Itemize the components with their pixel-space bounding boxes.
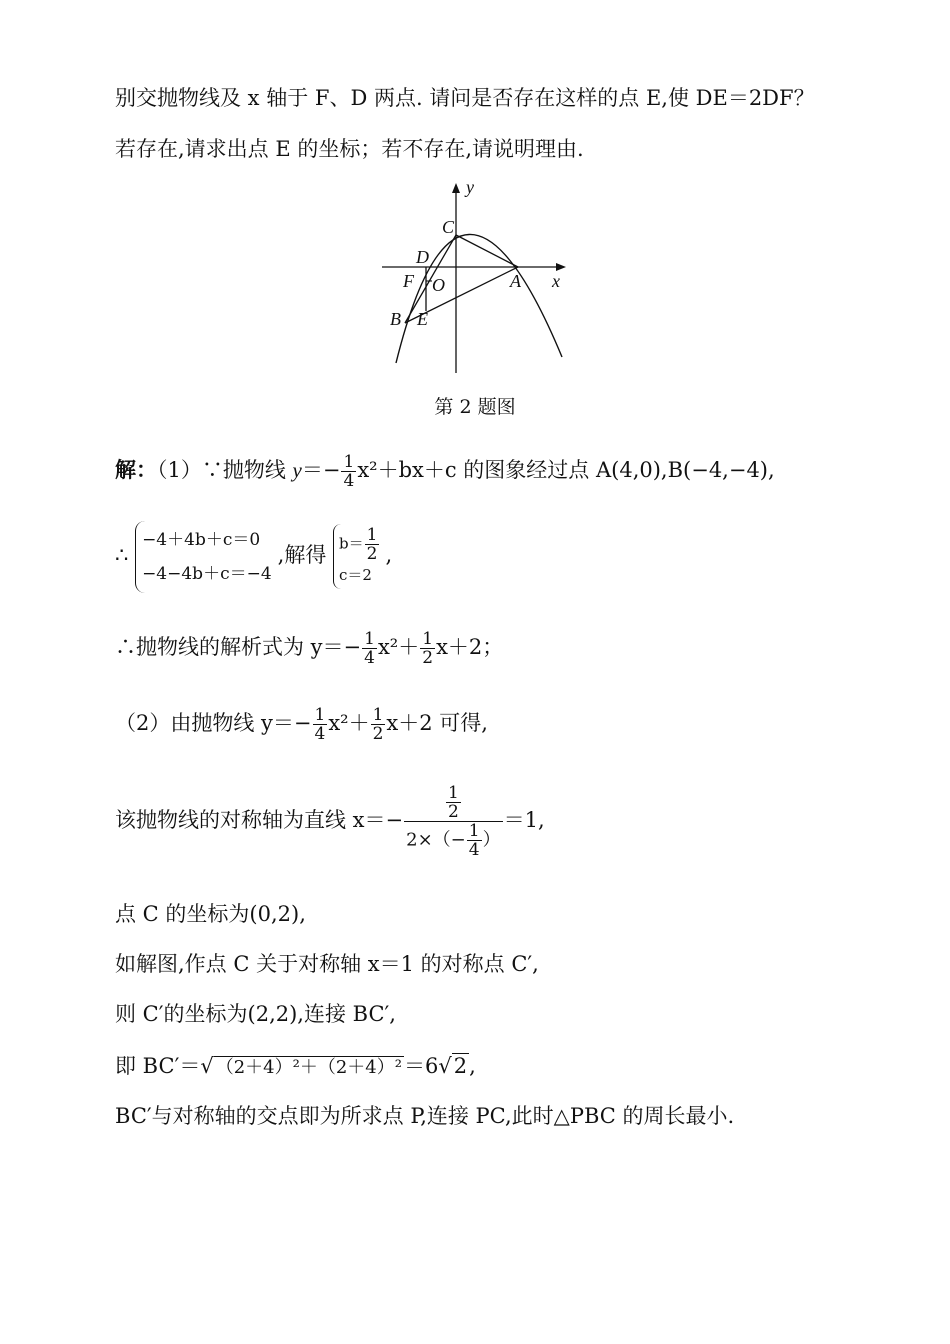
label-C: C <box>442 217 455 237</box>
intro-line-1: 别交抛物线及 x 轴于 F、D 两点. 请问是否存在这样的点 E,使 DE＝2DF？ <box>115 86 815 110</box>
fraction-one-quarter: $\frac{1}{4}$ <box>468 821 480 860</box>
sqrt-content: （2＋4）²＋（2＋4）² <box>215 1057 402 1078</box>
c-coordinate-line: 点 C 的坐标为(0,2), <box>115 902 306 926</box>
parabola-figure <box>370 175 580 380</box>
label-F: F <box>403 271 414 291</box>
p1-rest: x²＋bx＋c 的图象经过点 A(4,0),B(−4,−4), <box>357 458 775 482</box>
system-comma: , <box>385 543 393 567</box>
cprime-line: 则 C′的坐标为(2,2),连接 BC′, <box>115 1002 396 1026</box>
axis-of-symmetry-line: 该抛物线的对称轴为直线 x＝− $\frac{1}{2}$ 2×（− $\frac{1}{4}$ ） ＝1, <box>115 783 545 860</box>
p1-prefix: （1）∵抛物线 <box>157 458 293 482</box>
solution-c: c＝2 <box>339 566 372 584</box>
x-axis-arrow <box>556 263 566 271</box>
fraction-one-half: $\frac{1}{2}$ <box>366 525 378 564</box>
figure-caption: 第 2 题图 <box>434 396 516 418</box>
axis-fraction: $\frac{1}{2}$ 2×（− $\frac{1}{4}$ ） <box>406 783 501 860</box>
label-x: x <box>552 271 560 291</box>
fraction-one-quarter: $\frac{1}{4}$ <box>343 452 355 491</box>
fraction-one-quarter: $\frac{1}{4}$ <box>314 705 326 744</box>
label-B: B <box>390 309 401 329</box>
label-y: y <box>466 177 474 197</box>
therefore-symbol: ∴ <box>115 543 129 567</box>
solution-system-line <box>115 520 392 593</box>
solution-system: b＝ $\frac{1}{2}$ c＝2 <box>333 524 385 589</box>
sqrt-sign: √ <box>200 1054 214 1078</box>
fraction-one-half: $\frac{1}{2}$ <box>422 629 434 668</box>
solution-line-1 <box>115 453 775 490</box>
label-D: D <box>416 247 429 267</box>
intro-line-2: 若存在,请求出点 E 的坐标；若不存在,请说明理由. <box>115 137 584 161</box>
equation-a: −4＋4b＋c＝0 <box>142 529 261 550</box>
solution-line-3: ∴抛物线的解析式为 y＝− $\frac{1}{4}$ x²＋ $\frac{1}{2}$ x＋2； <box>115 629 504 668</box>
final-line: BC′与对称轴的交点即为所求点 P,连接 PC,此时△PBC 的周长最小. <box>115 1104 735 1128</box>
solution-line-4: （2）由抛物线 y＝− $\frac{1}{4}$ x²＋ $\frac{1}{2}$ x＋2 可得, <box>115 705 488 744</box>
sqrt-sign-2: √ <box>438 1054 452 1078</box>
fraction-one-half: $\frac{1}{2}$ <box>447 783 459 822</box>
solve-text: ,解得 <box>277 543 327 567</box>
equation-system <box>135 521 278 593</box>
p1-y: y <box>292 458 302 482</box>
solution-heading: 解： <box>115 457 157 482</box>
y-axis-arrow <box>452 183 460 193</box>
label-A: A <box>510 271 521 291</box>
equation-b: −4−4b＋c＝−4 <box>142 563 272 584</box>
label-E: E <box>417 309 428 329</box>
construct-line: 如解图,作点 C 关于对称轴 x＝1 的对称点 C′, <box>115 952 539 976</box>
fraction-one-quarter: $\frac{1}{4}$ <box>364 629 375 668</box>
p1-eq: ＝− <box>301 458 341 482</box>
label-O: O <box>432 275 445 295</box>
bc-length-line: 即 BC′＝√ （2＋4）²＋（2＋4）²＝6√2, <box>115 1054 476 1078</box>
fraction-one-half: $\frac{1}{2}$ <box>372 705 384 744</box>
